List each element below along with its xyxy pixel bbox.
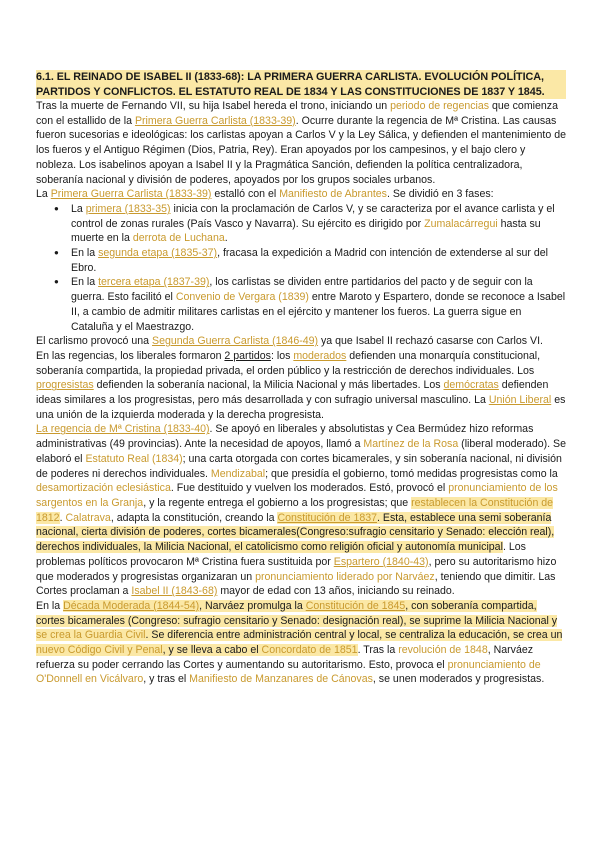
paragraph-partidos: En las regencias, los liberales formaron 2 partidos: los moderados defienden una monarquía constitucional, soberanía compartida, la propiedad privada, el orden público y la restricción de derechos individuales. Los progresistas defienden la soberanía nacional, la Milicia Nacional y más libertades. Los demócratas defienden ideas similares a los progresistas, pero más desarrollada y con sufragio universal masculino. La Unión Liberal es una unión de la izquierda moderada y la derecha progresista. bbox=[36, 349, 566, 421]
list-item: ● En la tercera etapa (1837-39), los carlistas se dividen entre partidarios del pacto y de seguir con la guerra. Esto facilitó el Convenio de Vergara (1839) entre Maroto y Espartero, donde se reconoce a Isabel II, a cambio de admitir militares carlistas en el ejército y mantener los fueros. La guerra sigue en Cataluña y el Maestrazgo. bbox=[71, 275, 566, 334]
link-constitucion-1837[interactable]: Constitución de 1837 bbox=[277, 511, 378, 524]
term-manifiesto-abrantes: Manifiesto de Abrantes bbox=[279, 188, 387, 201]
paragraph-guerra-carlista: La Primera Guerra Carlista (1833-39) estalló con el Manifiesto de Abrantes. Se dividió en 3 fases: bbox=[36, 188, 494, 201]
link-progresistas[interactable]: progresistas bbox=[36, 379, 94, 392]
term-convenio-vergara: Convenio de Vergara (1839) bbox=[175, 291, 309, 304]
list-item: ● La primera (1833-35) inicia con la proclamación de Carlos V, y se caracteriza por el avance carlista y el control de zonas rurales (País Vasco y Navarra). Su ejército es dirigido por Zumalacárregui hasta su muerte en la derrota de Luchana. bbox=[71, 202, 566, 246]
link-isabel-ii[interactable]: Isabel II (1843-68) bbox=[131, 585, 218, 598]
list-item: ● En la segunda etapa (1835-37), fracasa la expedición a Madrid con intención de extenderse al sur del Ebro. bbox=[71, 246, 566, 275]
term-martinez-rosa: Martínez de la Rosa bbox=[363, 438, 459, 451]
term-zumalacarregui: Zumalacárregui bbox=[424, 217, 498, 230]
term-guardia-civil: se crea la Guardia Civil bbox=[36, 629, 146, 642]
link-decada-moderada[interactable]: Década Moderada (1844-54) bbox=[63, 599, 200, 612]
term-desamortizacion: desamortización eclesiástica bbox=[36, 482, 171, 495]
term-pronunciamiento-granja: pronunciamiento de los sargentos en la Granja bbox=[36, 482, 558, 509]
highlight-constitucion-1845: , con soberanía compartida, cortes bicamerales (Congreso: sufragio censitario y Senado: designación real), se suprime la Milicia Nacional y bbox=[36, 599, 558, 627]
paragraph-decada-moderada: En la Década Moderada (1844-54), Narváez promulga la Constitución de 1845, con soberanía compartida, cortes bicamerales (Congreso: sufragio censitario y Senado: designación real), se suprime la Milicia Nacional y se crea la Guardia Civil. Se diferencia entre administración central y local, se centraliza la educación, se crea un nuevo Código Civil y Penal, y se lleva a cabo el Concordato de 1851. Tras la revolución de 1848, Narváez refuerza su poder cerrando las Cortes y aumentando su autoritarismo. Esto, provoca el pronunciamiento de O'Donnell en Vicálvaro, y tras el Manifiesto de Manzanares de Cánovas, se unen moderados y progresistas. bbox=[36, 599, 563, 686]
term-manifiesto-manzanares: Manifiesto de Manzanares de Cánovas bbox=[189, 673, 373, 686]
link-primera-fase[interactable]: primera (1833-35) bbox=[85, 202, 171, 215]
link-union-liberal[interactable]: Unión Liberal bbox=[488, 394, 552, 407]
term-pronunciamiento-odonnell: pronunciamiento de O'Donnell en Vicálvaro bbox=[36, 658, 541, 686]
link-primera-guerra-carlista[interactable]: Primera Guerra Carlista (1833-39) bbox=[134, 114, 296, 127]
term-restablecen-1812: restablecen la Constitución de 1812 bbox=[36, 496, 554, 524]
link-tercera-etapa[interactable]: tercera etapa (1837-39) bbox=[98, 276, 210, 289]
term-derrota-luchana: derrota de Luchana bbox=[132, 232, 225, 245]
link-constitucion-1845[interactable]: Constitución de 1845 bbox=[305, 599, 406, 612]
term-codigo-civil: nuevo Código Civil y Penal bbox=[36, 644, 163, 657]
link-segunda-etapa[interactable]: segunda etapa (1835-37) bbox=[98, 247, 218, 260]
section-title: 6.1. EL REINADO DE ISABEL II (1833-68): LA PRIMERA GUERRA CARLISTA. EVOLUCIÓN POLÍTICA, PARTIDOS Y CONFLICTOS. EL ESTATUTO REAL DE 1834 Y LAS CONSTITUCIONES DE 1837 Y 1845. bbox=[36, 70, 566, 99]
term-estatuto-real: Estatuto Real (1834) bbox=[85, 452, 183, 465]
term-revolucion-1848: revolución de 1848 bbox=[398, 644, 488, 657]
link-segunda-guerra-carlista[interactable]: Segunda Guerra Carlista (1846-49) bbox=[152, 335, 319, 348]
document-page bbox=[36, 70, 566, 687]
term-mendizabal: Mendizabal bbox=[210, 467, 266, 480]
paragraph-segunda-guerra: El carlismo provocó una Segunda Guerra Carlista (1846-49) ya que Isabel II rechazó casarse con Carlos VI. bbox=[36, 335, 543, 348]
link-moderados[interactable]: moderados bbox=[293, 349, 347, 362]
link-espartero[interactable]: Espartero (1840-43) bbox=[333, 555, 429, 568]
term-pronunciamiento-narvaez: pronunciamiento liderado por Narváez bbox=[255, 570, 435, 583]
paragraph-regencia: La regencia de Mª Cristina (1833-40). Se apoyó en liberales y absolutistas y Cea Bermúdez hizo reformas administrativas (49 provincias). Ante la necesidad de apoyos, llamó a Martínez de la Rosa (liberal moderado). Se elaboró el Estatuto Real (1834); una carta otorgada con cortes bicamerales, y sin soberanía nacional, ni división de poderes ni derechos individuales. Mendizabal; que presidía el gobierno, tomó medidas progresistas como la desamortización eclesiástica. Fue destituido y vuelven los moderados. Estó, provocó el pronunciamiento de los sargentos en la Granja, y la regente entrega el gobierno a los progresistas; que restablecen la Constitución de 1812. Calatrava, adapta la constitución, creando la Constitución de 1837. Esta, establece una semi soberanía nacional, cierta división de poderes, cortes bicamerales(Congreso:sufragio censitario y Senado: elección real), derechos individuales, la Milicia Nacional, el catolicismo como religión oficial y autonomía municipal. Los problemas políticos provocaron Mª Cristina fuera sustituida por Espartero (1840-43), pero su autoritarismo hizo que moderados y progresistas organizaran un pronunciamiento liderado por Narváez, teniendo que dimitir. Las Cortes proclaman a Isabel II (1843-68) mayor de edad con 13 años, iniciando su reinado. bbox=[36, 423, 566, 598]
link-democratas[interactable]: demócratas bbox=[443, 379, 499, 392]
highlight-constitucion-1837: . Esta, establece una semi soberanía nacional, cierta división de poderes, cortes bicamerales(Congreso:sufragio censitario y Senado: elección real), derechos individuales, la Milicia Nacional, el catolicismo como religión oficial y autonomía municipal bbox=[36, 511, 555, 554]
term-concordato: Concordato de 1851 bbox=[261, 644, 358, 657]
link-regencia-maria-cristina[interactable]: La regencia de Mª Cristina (1833-40) bbox=[36, 423, 210, 436]
paragraph-intro: Tras la muerte de Fernando VII, su hija Isabel hereda el trono, iniciando un periodo de regencias que comienza con el estallido de la Primera Guerra Carlista (1833-39). Ocurre durante la regencia de Mª Cristina. Las causas fueron sucesorias e ideológicas: los carlistas apoyan a Carlos V y la Ley Sálica, y defienden el mantenimiento de los fueros y el Antiguo Régimen (Dios, Patria, Rey). Eran apoyados por los campesinos, y el bajo clero y nobleza. Los isabelinos apoyan a Isabel II y la Pragmática Sanción, defienden la política centralizadora, soberanía nacional y división de poderes, apoyados por los grupos sociales urbanos. bbox=[36, 100, 566, 186]
link-primera-guerra-carlista-2[interactable]: Primera Guerra Carlista (1833-39) bbox=[50, 188, 212, 201]
phases-list bbox=[36, 202, 566, 334]
term-calatrava: Calatrava bbox=[65, 511, 111, 524]
term-2-partidos: 2 partidos bbox=[224, 349, 271, 362]
term-periodo-regencias: periodo de regencias bbox=[390, 100, 490, 112]
